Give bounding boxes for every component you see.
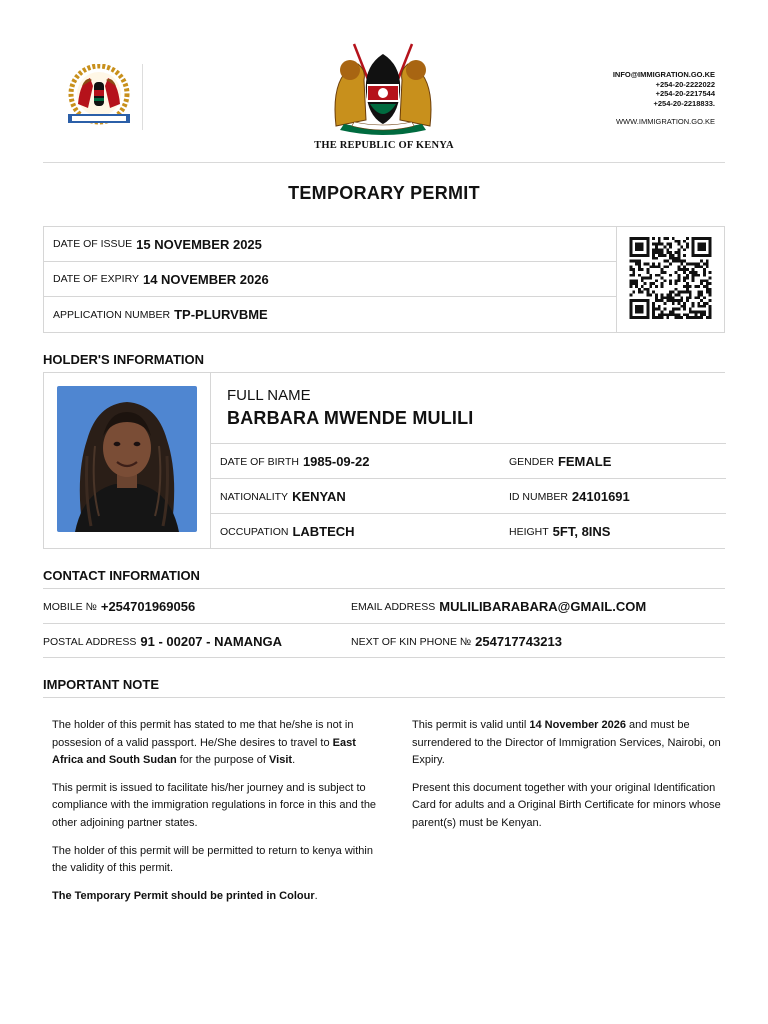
mobile-field <box>43 589 195 624</box>
contact-phone-1: +254-20-2222022 <box>655 79 715 89</box>
full-name-value: BARBARA MWENDE MULILI <box>227 408 474 428</box>
dob-label: DATE OF BIRTH <box>220 455 299 468</box>
note-text: . <box>292 754 296 767</box>
application-number-value: TP-PLURVBME <box>174 307 268 322</box>
note-text: This permit is valid until <box>412 719 530 731</box>
note-purpose: Visit <box>269 754 293 767</box>
email-label: EMAIL ADDRESS <box>351 600 436 613</box>
postal-address-value: 91 - 00207 - NAMANGA <box>140 634 282 649</box>
note-paragraph-validity <box>412 717 725 770</box>
logo-divider <box>142 64 143 130</box>
gender-label: GENDER <box>509 455 554 468</box>
occupation-field <box>220 514 355 549</box>
note-valid-until: 14 November 2026 <box>529 719 626 731</box>
height-label: HEIGHT <box>509 525 549 538</box>
holder-info-table <box>43 372 725 549</box>
contact-phone-3: +254-20-2218833. <box>653 98 715 108</box>
mobile-label: MOBILE № <box>43 600 97 613</box>
note-section-title: IMPORTANT NOTE <box>43 677 160 692</box>
header-divider <box>43 162 725 163</box>
contact-row-2 <box>43 623 725 658</box>
next-of-kin-field <box>351 624 562 659</box>
id-number-label: ID NUMBER <box>509 490 568 503</box>
email-value: MULILIBARABARA@GMAIL.COM <box>439 599 647 614</box>
issue-date-row <box>44 227 617 262</box>
kenya-coat-of-arms <box>326 40 440 142</box>
height-value: 5FT, 8INS <box>552 524 611 539</box>
contact-website: WWW.IMMIGRATION.GO.KE <box>615 117 715 127</box>
note-text: and must be surrendered to the Director of Immigration Services, Nairobi, on Expiry. <box>412 719 721 767</box>
postal-address-label: POSTAL ADDRESS <box>43 635 137 648</box>
holder-section-title: HOLDER'S INFORMATION <box>43 352 205 367</box>
note-paragraph-compliance: This permit is issued to facilitate his/her journey and is subject to compliance with the immigration regulations in force in this and the other adjoining partner states. <box>52 781 377 829</box>
nationality-field <box>220 479 346 514</box>
gender-value: FEMALE <box>557 454 612 469</box>
expiry-date-row <box>44 262 617 297</box>
nationality-label: NATIONALITY <box>220 490 289 503</box>
holder-row-1 <box>211 444 726 479</box>
contact-phone-2: +254-20-2217544 <box>655 89 715 99</box>
height-field <box>509 514 610 549</box>
mobile-value: +254701969056 <box>100 599 196 614</box>
note-text: The holder of this permit has stated to me that he/she is not in possesion of a valid passport. He/She desires to travel to <box>52 719 354 749</box>
email-field <box>351 589 646 624</box>
qr-code-icon <box>627 237 714 319</box>
note-right-column <box>412 717 725 843</box>
contact-section-title: CONTACT INFORMATION <box>43 568 200 583</box>
dob-field <box>220 444 369 479</box>
permit-details-table <box>43 226 725 333</box>
holder-row-3 <box>211 514 726 549</box>
full-name-cell <box>211 373 726 444</box>
document-title: TEMPORARY PERMIT <box>288 183 480 203</box>
next-of-kin-value: 254717743213 <box>475 634 562 649</box>
full-name-label: FULL NAME <box>227 387 311 404</box>
qr-code-cell <box>616 227 724 332</box>
kenya-immigration-logo <box>60 64 138 130</box>
id-number-value: 24101691 <box>571 489 630 504</box>
holder-row-2 <box>211 479 726 514</box>
note-print-warning: The Temporary Permit should be printed in Colour <box>52 889 315 902</box>
occupation-value: LABTECH <box>292 524 355 539</box>
note-paragraph-documents: Present this document together with your original Identification Card for adults and a Original Birth Certificate for minors whose parent(s) must be Kenyan. <box>412 781 721 829</box>
contact-email: INFO@IMMIGRATION.GO.KE <box>612 70 715 79</box>
note-left-column <box>52 717 387 915</box>
next-of-kin-label: NEXT OF KIN PHONE № <box>351 635 472 648</box>
expiry-date-value: 14 NOVEMBER 2026 <box>142 271 269 287</box>
dob-value: 1985-09-22 <box>302 454 370 469</box>
id-number-field <box>509 479 630 514</box>
holder-photo <box>57 386 197 532</box>
nationality-value: KENYAN <box>292 489 346 504</box>
republic-title: THE REPUBLIC OF KENYA <box>314 140 454 151</box>
issue-date-label: DATE OF ISSUE <box>53 238 133 250</box>
contact-row-1 <box>43 588 725 623</box>
note-paragraph-travel <box>52 717 387 770</box>
gender-field <box>509 444 611 479</box>
application-number-label: APPLICATION NUMBER <box>53 308 171 321</box>
expiry-date-label: DATE OF EXPIRY <box>53 273 139 285</box>
note-paragraph-return: The holder of this permit will be permitted to return to kenya within the validity of this permit. <box>52 844 373 875</box>
application-number-row <box>44 297 617 332</box>
note-text: . <box>314 889 318 902</box>
document-header <box>43 40 725 162</box>
note-divider <box>43 697 725 698</box>
note-text: for the purpose of <box>176 754 270 767</box>
issue-date-value: 15 NOVEMBER 2025 <box>136 236 262 252</box>
postal-address-field <box>43 624 282 659</box>
note-destination: East Africa and South Sudan <box>52 736 356 767</box>
note-paragraph-print <box>52 888 387 906</box>
photo-cell <box>44 373 211 548</box>
occupation-label: OCCUPATION <box>220 525 289 538</box>
contact-details <box>613 70 715 127</box>
